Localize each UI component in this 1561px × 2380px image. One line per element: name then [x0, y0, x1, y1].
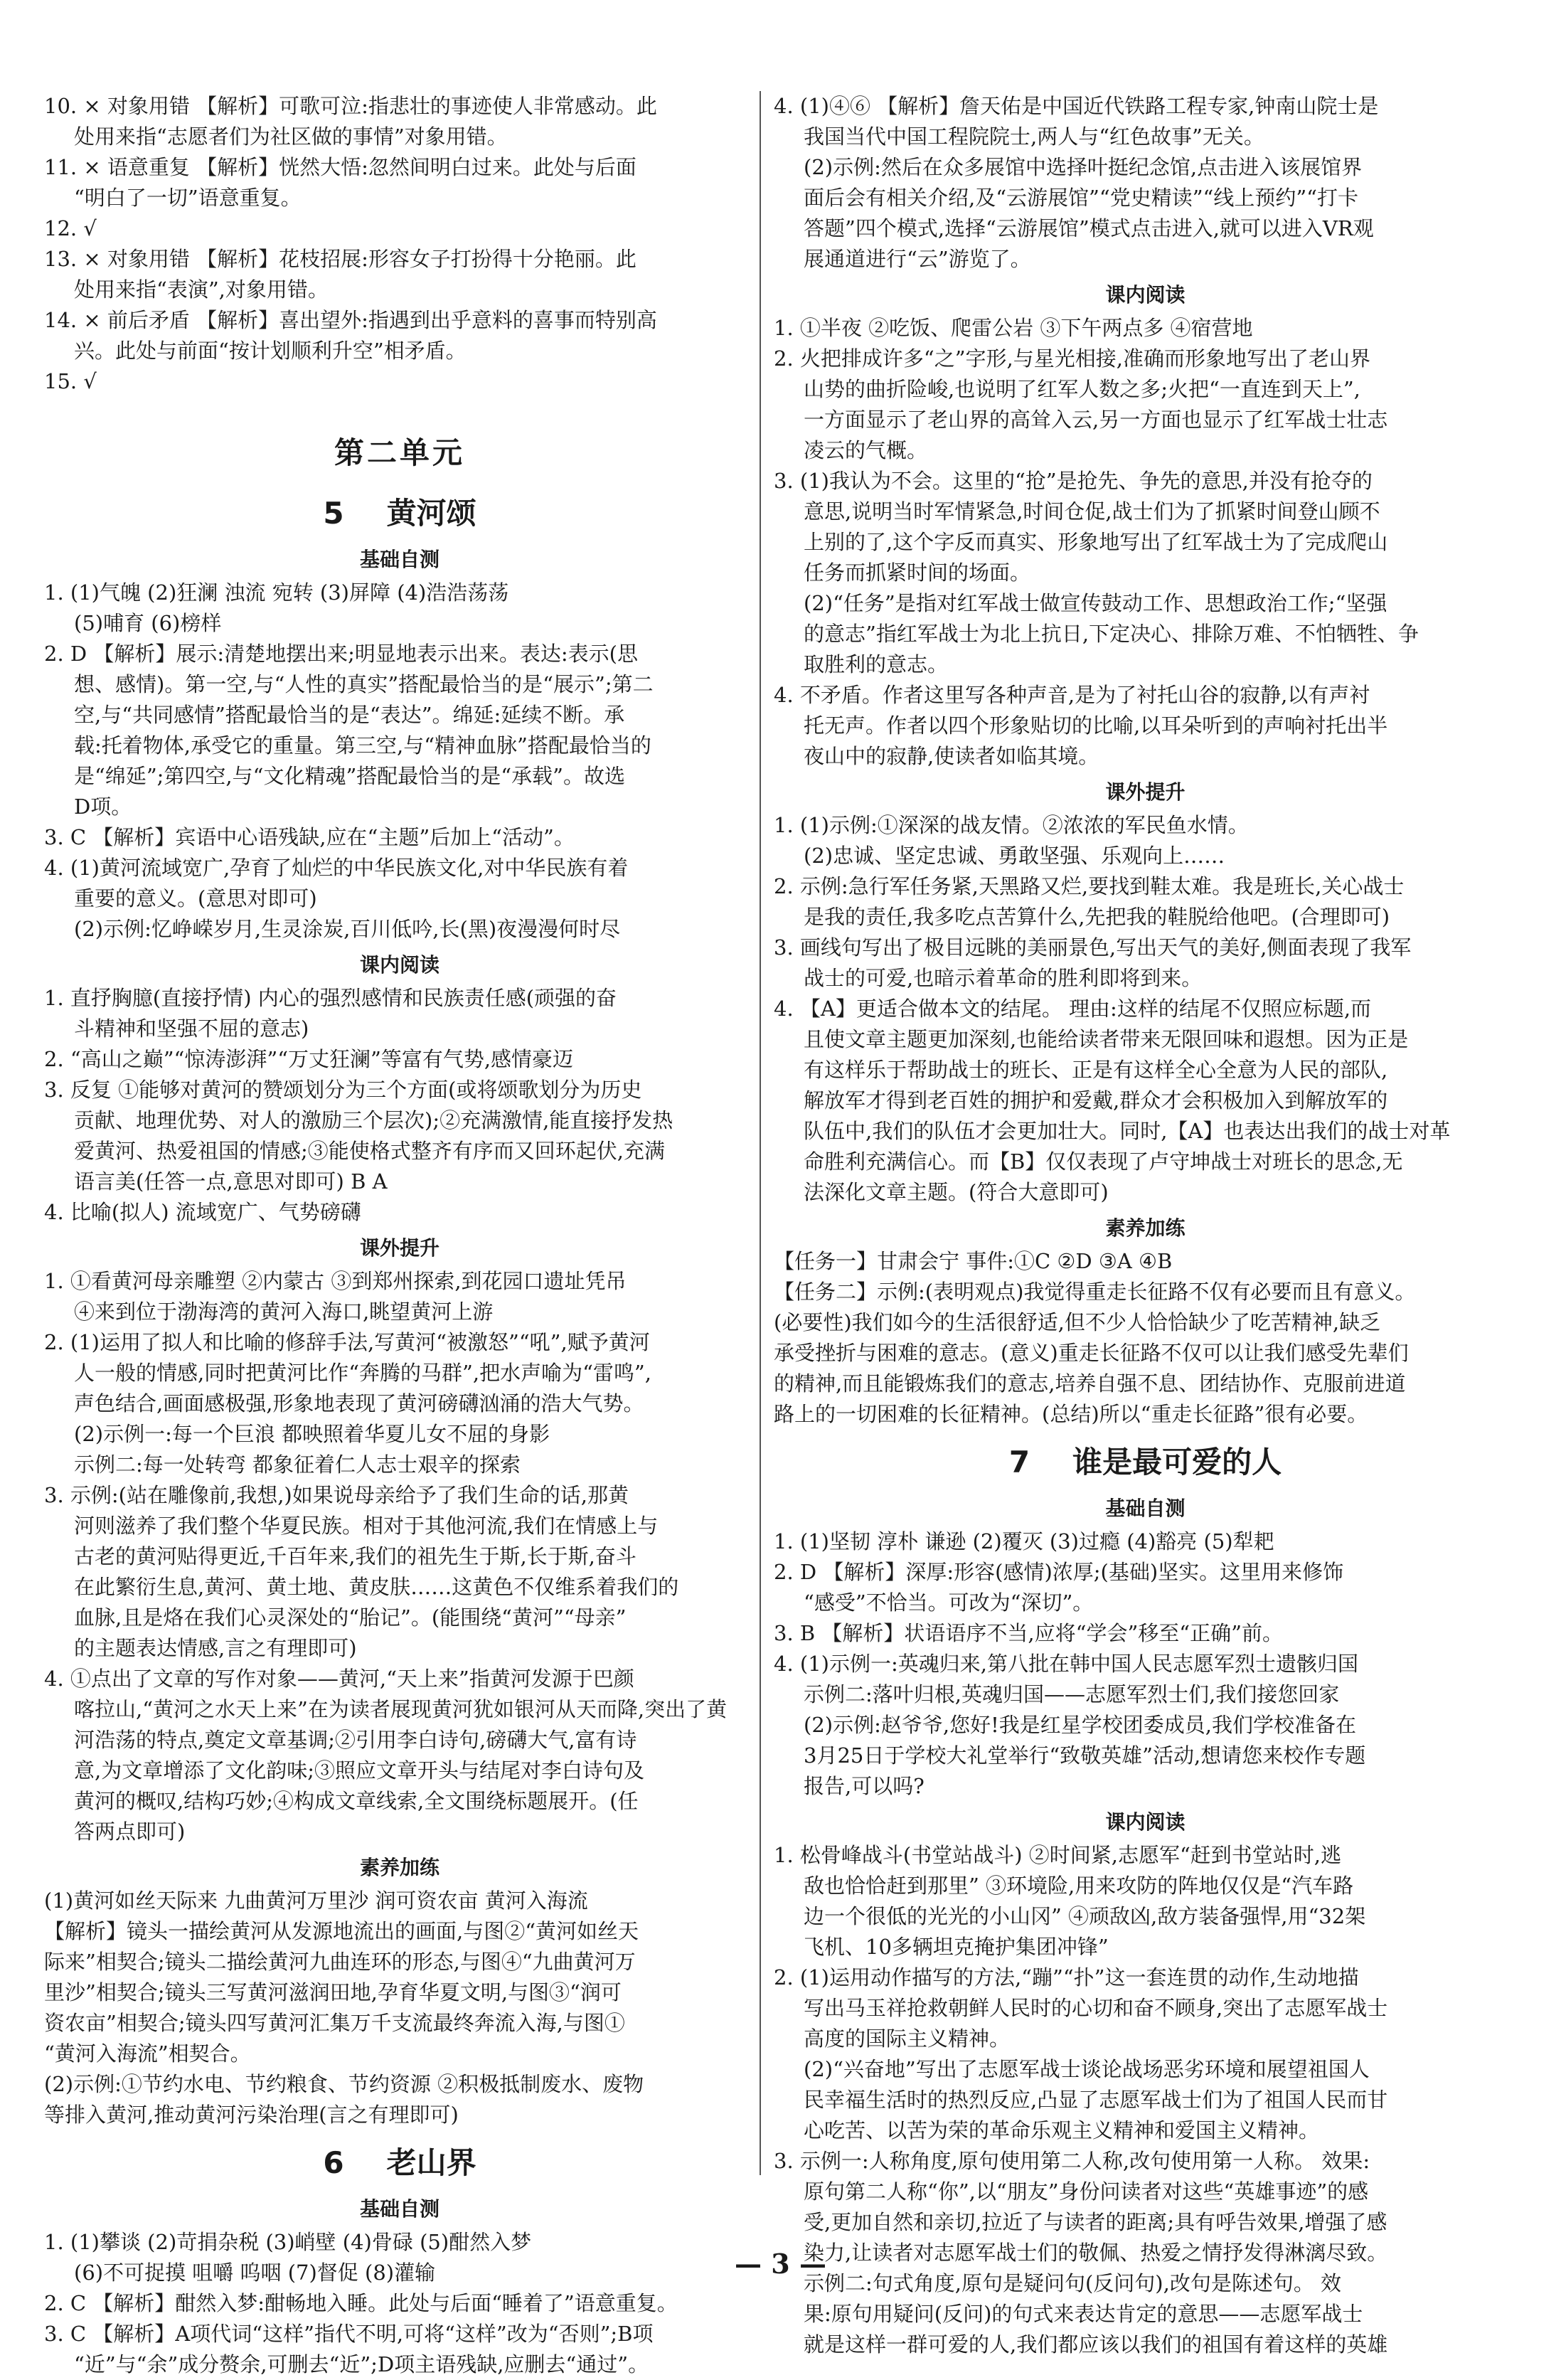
- answer-line: 1. ①半夜 ②吃饭、爬雷公岩 ③下午两点多 ④宿营地: [774, 316, 1253, 340]
- answer-line: 1. (1)坚韧 淳朴 谦逊 (2)覆灭 (3)过瘾 (4)豁亮 (5)犁耙: [774, 1529, 1274, 1553]
- answer-line-continued: 就是这样一群可爱的人,我们都应该以我们的祖国有着这样的英雄: [804, 2332, 1388, 2357]
- left-column: [44, 91, 755, 2380]
- answer-line: 等排入黄河,推动黄河污染治理(言之有理即可): [44, 2103, 459, 2127]
- answer-line: 3. (1)我认为不会。这里的“抢”是抢先、争先的意思,并没有抢夺的: [774, 469, 1373, 493]
- answer-line: “黄河入海流”相契合。: [44, 2041, 251, 2066]
- answer-line-continued: 处用来指“表演”,对象用错。: [74, 277, 329, 302]
- answer-line: 3. C 【解析】A项代词“这样”指代不明,可将“这样”改为“否则”;B项: [44, 2322, 654, 2346]
- answer-line: 3. 画线句写出了极目远眺的美丽景色,写出天气的美好,侧面表现了我军: [774, 935, 1412, 960]
- answer-line-continued: 示例二:每一处转弯 都象征着仁人志士艰辛的探索: [74, 1452, 521, 1477]
- answer-line-continued: 的意志”指红军战士为北上抗日,下定决心、排除万难、不怕牺牲、争: [804, 622, 1419, 646]
- answer-line: 1. 松骨峰战斗(书堂站战斗) ②时间紧,志愿军“赶到书堂站时,逃: [774, 1843, 1341, 1867]
- answer-line-continued: “明白了一切”语意重复。: [74, 186, 302, 210]
- answer-line-continued: (2)示例:忆峥嵘岁月,生灵涂炭,百川低吟,长(黑)夜漫漫何时尽: [74, 917, 621, 941]
- answer-line: 2. 火把排成许多“之”字形,与星光相接,准确而形象地写出了老山界: [774, 346, 1370, 371]
- answer-line-continued: (2)“兴奋地”写出了志愿军战士谈论战场恶劣环境和展望祖国人: [804, 2057, 1370, 2081]
- column-divider: [760, 91, 761, 2175]
- answer-line-continued: 原句第二人称“你”,以“朋友”身份问读者对这些“英雄事迹”的感: [804, 2179, 1369, 2204]
- answer-line: 4. 比喻(拟人) 流域宽广、气势磅礴: [44, 1200, 361, 1224]
- answer-line: 3. C 【解析】宾语中心语残缺,应在“主题”后加上“活动”。: [44, 825, 575, 849]
- answer-line-continued: 果:原句用疑问(反问)的句式来表达肯定的意思——志愿军战士: [804, 2302, 1363, 2326]
- answer-line-continued: 报告,可以吗?: [804, 1774, 925, 1798]
- answer-line: 3. 反复 ①能够对黄河的赞颂划分为三个方面(或将颂歌划分为历史: [44, 1078, 642, 1102]
- answer-line-continued: 喀拉山,“黄河之水天上来”在为读者展现黄河犹如银河从天而降,突出了黄: [74, 1697, 728, 1721]
- answer-line: 【任务一】甘肃会宁 事件:①C ②D ③A ④B: [774, 1249, 1173, 1273]
- answer-line-continued: 答题”四个模式,选择“云游展馆”模式点击进入,就可以进入VR观: [804, 216, 1374, 240]
- answer-line: 2. (1)运用了拟人和比喻的修辞手法,写黄河“被激怒”“吼”,赋予黄河: [44, 1330, 650, 1354]
- answer-line: 10. × 对象用错 【解析】可歌可泣:指悲壮的事迹使人非常感动。此: [44, 94, 657, 118]
- section-subheading: 课内阅读: [359, 953, 439, 977]
- answer-line-continued: 人一般的情感,同时把黄河比作“奔腾的马群”,把水声喻为“雷鸣”,: [74, 1361, 651, 1385]
- answer-line-continued: 展通道进行“云”游览了。: [804, 247, 1031, 271]
- answer-line: 14. × 前后矛盾 【解析】喜出望外:指遇到出乎意料的喜事而特别高: [44, 308, 657, 332]
- lesson-title: 老山界: [386, 2145, 476, 2180]
- answer-line-continued: 血脉,且是烙在我们心灵深处的“胎记”。(能围绕“黄河”“母亲”: [74, 1605, 627, 1630]
- answer-line-continued: 爱黄河、热爱祖国的情感;③能使格式整齐有序而又回环起伏,充满: [74, 1139, 665, 1163]
- answer-line-continued: 战士的可爱,也暗示着革命的胜利即将到来。: [804, 966, 1203, 990]
- answer-line-continued: 上别的了,这个字反而真实、形象地写出了红军战士为了完成爬山: [804, 530, 1388, 554]
- answer-line: 【任务二】示例:(表明观点)我觉得重走长征路不仅有必要而且有意义。: [774, 1280, 1416, 1304]
- answer-line-continued: 河则滋养了我们整个华夏民族。相对于其他河流,我们在情感上与: [74, 1514, 659, 1538]
- section-subheading: 课内阅读: [1105, 1810, 1186, 1834]
- answer-line: 承受挫折与困难的意志。(意义)重走长征路不仅可以让我们感受先辈们: [774, 1341, 1409, 1365]
- answer-line-continued: 重要的意义。(意思对即可): [74, 886, 317, 910]
- answer-line-continued: 有这样乐于帮助战士的班长、正是有这样全心全意为人民的部队,: [804, 1058, 1388, 1082]
- answer-line-continued: 染力,让读者对志愿军战士们的敬佩、热爱之情抒发得淋漓尽致。: [804, 2241, 1388, 2265]
- lesson-title: 黄河颂: [386, 496, 476, 531]
- answer-line-continued: (2)示例:然后在众多展馆中选择叶挺纪念馆,点击进入该展馆界: [804, 155, 1363, 179]
- answer-line-continued: 是我的责任,我多吃点苦算什么,先把我的鞋脱给他吧。(合理即可): [804, 905, 1390, 929]
- answer-line-continued: 斗精神和坚强不屈的意志): [74, 1016, 309, 1041]
- answer-line-continued: 受,更加自然和亲切,拉近了与读者的距离;具有呼告效果,增强了感: [804, 2210, 1387, 2234]
- answer-line: 4. ①点出了文章的写作对象——黄河,“天上来”指黄河发源于巴颜: [44, 1667, 634, 1691]
- answer-line: 1. (1)气魄 (2)狂澜 浊流 宛转 (3)屏障 (4)浩浩荡荡: [44, 580, 509, 605]
- answer-line: 4. 不矛盾。作者这里写各种声音,是为了衬托山谷的寂静,以有声衬: [774, 683, 1370, 707]
- answer-line-continued: 一方面显示了老山界的高耸入云,另一方面也显示了红军战士壮志: [804, 408, 1388, 432]
- answer-line-continued: 面后会有相关介绍,及“云游展馆”“党史精读”“线上预约”“打卡: [804, 186, 1358, 210]
- answer-line-continued: (2)“任务”是指对红军战士做宣传鼓动工作、思想政治工作;“坚强: [804, 591, 1387, 615]
- answer-line-continued: “近”与“余”成分赘余,可删去“近”;D项主语残缺,应删去“通过”。: [74, 2352, 649, 2376]
- answer-line: 里沙”相契合;镜头三写黄河滋润田地,孕育华夏文明,与图③“润可: [44, 1980, 622, 2004]
- answer-line-continued: 托无声。作者以四个形象贴切的比喻,以耳朵听到的声响衬托出半: [804, 713, 1388, 738]
- answer-line-continued: 想、感情)。第一空,与“人性的真实”搭配最恰当的是“展示”;第二: [74, 672, 654, 696]
- answer-line-continued: 3月25日于学校大礼堂举行“致敬英雄”活动,想请您来校作专题: [804, 1743, 1366, 1768]
- answer-line: 3. 示例:(站在雕像前,我想,)如果说母亲给予了我们生命的话,那黄: [44, 1483, 629, 1507]
- answer-line-continued: “感受”不恰当。可改为“深切”。: [804, 1590, 1094, 1615]
- answer-line-continued: 心吃苦、以苦为荣的革命乐观主义精神和爱国主义精神。: [804, 2118, 1320, 2142]
- answer-line-continued: 命胜利充满信心。而【B】仅仅表现了卢守坤战士对班长的思念,无: [804, 1149, 1403, 1174]
- answer-line-continued: 写出马玉祥抢救朝鲜人民时的心切和奋不顾身,突出了志愿军战士: [804, 1996, 1388, 2020]
- answer-line-continued: 凌云的气概。: [804, 438, 928, 462]
- answer-line: (2)示例:①节约水电、节约粮食、节约资源 ②积极抵制废水、废物: [44, 2072, 644, 2096]
- answer-line-continued: 兴。此处与前面“按计划顺利升空”相矛盾。: [74, 339, 467, 363]
- lesson-heading: [44, 2137, 755, 2189]
- answer-line: 1. ①看黄河母亲雕塑 ②内蒙古 ③到郑州探索,到花园口遗址凭吊: [44, 1269, 627, 1293]
- answer-line: 11. × 语意重复 【解析】恍然大悟:忽然间明白过来。此处与后面: [44, 155, 636, 179]
- answer-line-continued: 答两点即可): [74, 1819, 186, 1844]
- answer-line-continued: 敌也恰恰赶到那里” ③环境险,用来攻防的阵地仅仅是“汽车路: [804, 1874, 1354, 1898]
- answer-line-continued: 任务而抓紧时间的场面。: [804, 561, 1031, 585]
- answer-line: 4. 【A】更适合做本文的结尾。 理由:这样的结尾不仅照应标题,而: [774, 997, 1372, 1021]
- answer-line: 【解析】镜头一描绘黄河从发源地流出的画面,与图②“黄河如丝天: [44, 1919, 639, 1943]
- answer-line: 4. (1)示例一:英魂归来,第八批在韩中国人民志愿军烈士遗骸归国: [774, 1652, 1358, 1676]
- answer-line-continued: 古老的黄河贴得更近,千百年来,我们的祖先生于斯,长于斯,奋斗: [74, 1544, 636, 1568]
- unit-heading: 第二单元: [334, 435, 465, 470]
- answer-line-continued: 空,与“共同感情”搭配最恰当的是“表达”。绵延:延续不断。承: [74, 703, 625, 727]
- answer-line-continued: 意思,说明当时军情紧急,时间仓促,战士们为了抓紧时间登山顾不: [804, 499, 1380, 524]
- answer-line-continued: 解放军才得到老百姓的拥护和爱戴,群众才会积极加入到解放军的: [804, 1088, 1388, 1112]
- right-column: [774, 91, 1517, 2360]
- section-subheading: 素养加练: [1105, 1216, 1186, 1240]
- section-subheading: 基础自测: [1105, 1497, 1186, 1520]
- answer-line: 1. 直抒胸臆(直接抒情) 内心的强烈感情和民族责任感(顽强的奋: [44, 986, 617, 1010]
- answer-line-continued: 飞机、10多辆坦克掩护集团冲锋”: [804, 1935, 1109, 1959]
- answer-line: 3. B 【解析】状语语序不当,应将“学会”移至“正确”前。: [774, 1621, 1283, 1645]
- lesson-heading: [44, 488, 755, 539]
- answer-line: 2. C 【解析】酣然入梦:酣畅地入睡。此处与后面“睡着了”语意重复。: [44, 2291, 678, 2315]
- section-subheading: 课外提升: [1105, 780, 1186, 804]
- answer-line: 1. (1)示例:①深深的战友情。②浓浓的军民鱼水情。: [774, 813, 1249, 837]
- answer-line: 1. (1)攀谈 (2)苛捐杂税 (3)峭壁 (4)骨碌 (5)酣然入梦: [44, 2230, 532, 2254]
- answer-line: 路上的一切困难的长征精神。(总结)所以“重走长征路”很有必要。: [774, 1402, 1368, 1426]
- answer-line: (必要性)我们如今的生活很舒适,但不少人恰恰缺少了吃苦精神,缺乏: [774, 1310, 1381, 1334]
- section-subheading: 基础自测: [359, 2197, 439, 2221]
- section-subheading: 课外提升: [359, 1236, 439, 1260]
- answer-line: 12. √: [44, 216, 97, 240]
- answer-line: 际来”相契合;镜头二描绘黄河九曲连环的形态,与图④“九曲黄河万: [44, 1950, 636, 1974]
- answer-line-continued: 且使文章主题更加深刻,也能给读者带来无限回味和遐想。因为正是: [804, 1027, 1409, 1051]
- lesson-number: 5: [323, 496, 344, 531]
- answer-line-continued: 我国当代中国工程院院士,两人与“红色故事”无关。: [804, 124, 1264, 149]
- answer-line-continued: 在此繁衍生息,黄河、黄土地、黄皮肤……这黄色不仅维系着我们的: [74, 1575, 679, 1599]
- answer-line-continued: 载:托着物体,承受它的重量。第三空,与“精神血脉”搭配最恰当的: [74, 733, 651, 758]
- answer-line: 2. 示例:急行军任务紧,天黑路又烂,要找到鞋太难。我是班长,关心战士: [774, 874, 1405, 898]
- answer-line-continued: 高度的国际主义精神。: [804, 2026, 1011, 2051]
- answer-line-continued: D项。: [74, 795, 132, 819]
- section-subheading: 基础自测: [359, 548, 439, 571]
- answer-line: 4. (1)④⑥ 【解析】詹天佑是中国近代铁路工程专家,钟南山院士是: [774, 94, 1379, 118]
- answer-line-continued: 语言美(任答一点,意思对即可) B A: [74, 1169, 388, 1194]
- lesson-number: 6: [323, 2145, 344, 2180]
- lesson-title: 谁是最可爱的人: [1072, 1445, 1282, 1479]
- answer-line-continued: (2)示例一:每一个巨浪 都映照着华夏儿女不屈的身影: [74, 1422, 550, 1446]
- answer-line-continued: 河浩荡的特点,奠定文章基调;②引用李白诗句,磅礴大气,富有诗: [74, 1728, 637, 1752]
- answer-line: 3. 示例一:人称角度,原句使用第二人称,改句使用第一人称。 效果:: [774, 2149, 1370, 2173]
- answer-line-continued: 示例二:落叶归根,英魂归国——志愿军烈士们,我们接您回家: [804, 1682, 1340, 1706]
- answer-line: 2. (1)运用动作描写的方法,“蹦”“扑”这一套连贯的动作,生动地描: [774, 1965, 1359, 1989]
- answer-line-continued: 的主题表达情感,言之有理即可): [74, 1636, 357, 1660]
- answer-line-continued: (6)不可捉摸 咀嚼 呜咽 (7)督促 (8)灌输: [74, 2261, 436, 2285]
- answer-line-continued: (2)示例:赵爷爷,您好!我是红星学校团委成员,我们学校准备在: [804, 1713, 1356, 1737]
- answer-line-continued: ④来到位于渤海湾的黄河入海口,眺望黄河上游: [74, 1300, 494, 1324]
- answer-line-continued: 取胜利的意志。: [804, 652, 949, 676]
- answer-line-continued: 示例二:句式角度,原句是疑问句(反问句),改句是陈述句。 效: [804, 2271, 1342, 2295]
- answer-line: 的精神,而且能锻炼我们的意志,培养自强不息、团结协作、克服前进道: [774, 1371, 1406, 1396]
- answer-line-continued: 贡献、地理优势、对人的激励三个层次);②充满激情,能直接抒发热: [74, 1108, 673, 1132]
- page-number: — 3 —: [735, 2248, 826, 2280]
- answer-line-continued: 民幸福生活时的热烈反应,凸显了志愿军战士们为了祖国人民而甘: [804, 2088, 1388, 2112]
- answer-line-continued: 队伍中,我们的队伍才会更加壮大。同时,【A】也表达出我们的战士对革: [804, 1119, 1451, 1143]
- answer-line-continued: 是“绵延”;第四空,与“文化精魂”搭配最恰当的是“承载”。故选: [74, 764, 625, 788]
- lesson-heading: [774, 1437, 1517, 1488]
- answer-line-continued: 声色结合,画面感极强,形象地表现了黄河磅礴汹涌的浩大气势。: [74, 1391, 644, 1415]
- answer-line: 2. D 【解析】展示:清楚地摆出来;明显地表示出来。表达:表示(思: [44, 642, 638, 666]
- answer-line-continued: (5)哺育 (6)榜样: [74, 611, 222, 635]
- section-subheading: 课内阅读: [1105, 283, 1186, 307]
- answer-line-continued: 夜山中的寂静,使读者如临其境。: [804, 744, 1099, 768]
- answer-line: 4. (1)黄河流域宽广,孕育了灿烂的中华民族文化,对中华民族有着: [44, 856, 629, 880]
- answer-line: (1)黄河如丝天际来 九曲黄河万里沙 润可资农亩 黄河入海流: [44, 1888, 588, 1913]
- answer-line-continued: 意,为文章增添了文化韵味;③照应文章开头与结尾对李白诗句及: [74, 1758, 644, 1783]
- answer-line-continued: 山势的曲折险峻,也说明了红军人数之多;火把“一直连到天上”,: [804, 377, 1360, 401]
- answer-line: 2. D 【解析】深厚:形容(感情)浓厚;(基础)坚实。这里用来修饰: [774, 1560, 1344, 1584]
- answer-line-continued: (2)忠诚、坚定忠诚、勇敢坚强、乐观向上……: [804, 844, 1225, 868]
- answer-line-continued: 黄河的概叹,结构巧妙;④构成文章线索,全文围绕标题展开。(任: [74, 1789, 639, 1813]
- section-subheading: 素养加练: [359, 1856, 439, 1879]
- answer-line-continued: 边一个很低的光光的小山冈” ④顽敌凶,敌方装备强悍,用“32架: [804, 1904, 1366, 1928]
- lesson-number: 7: [1008, 1445, 1030, 1479]
- answer-line: 资农亩”相契合;镜头四写黄河汇集万千支流最终奔流入海,与图①: [44, 2011, 625, 2035]
- answer-line-continued: 处用来指“志愿者们为社区做的事情”对象用错。: [74, 124, 508, 149]
- answer-line: 13. × 对象用错 【解析】花枝招展:形容女子打扮得十分艳丽。此: [44, 247, 636, 271]
- answer-line: 15. √: [44, 369, 97, 393]
- answer-line: 2. “高山之巅”“惊涛澎湃”“万丈狂澜”等富有气势,感情豪迈: [44, 1047, 574, 1071]
- answer-line-continued: 法深化文章主题。(符合大意即可): [804, 1180, 1109, 1204]
